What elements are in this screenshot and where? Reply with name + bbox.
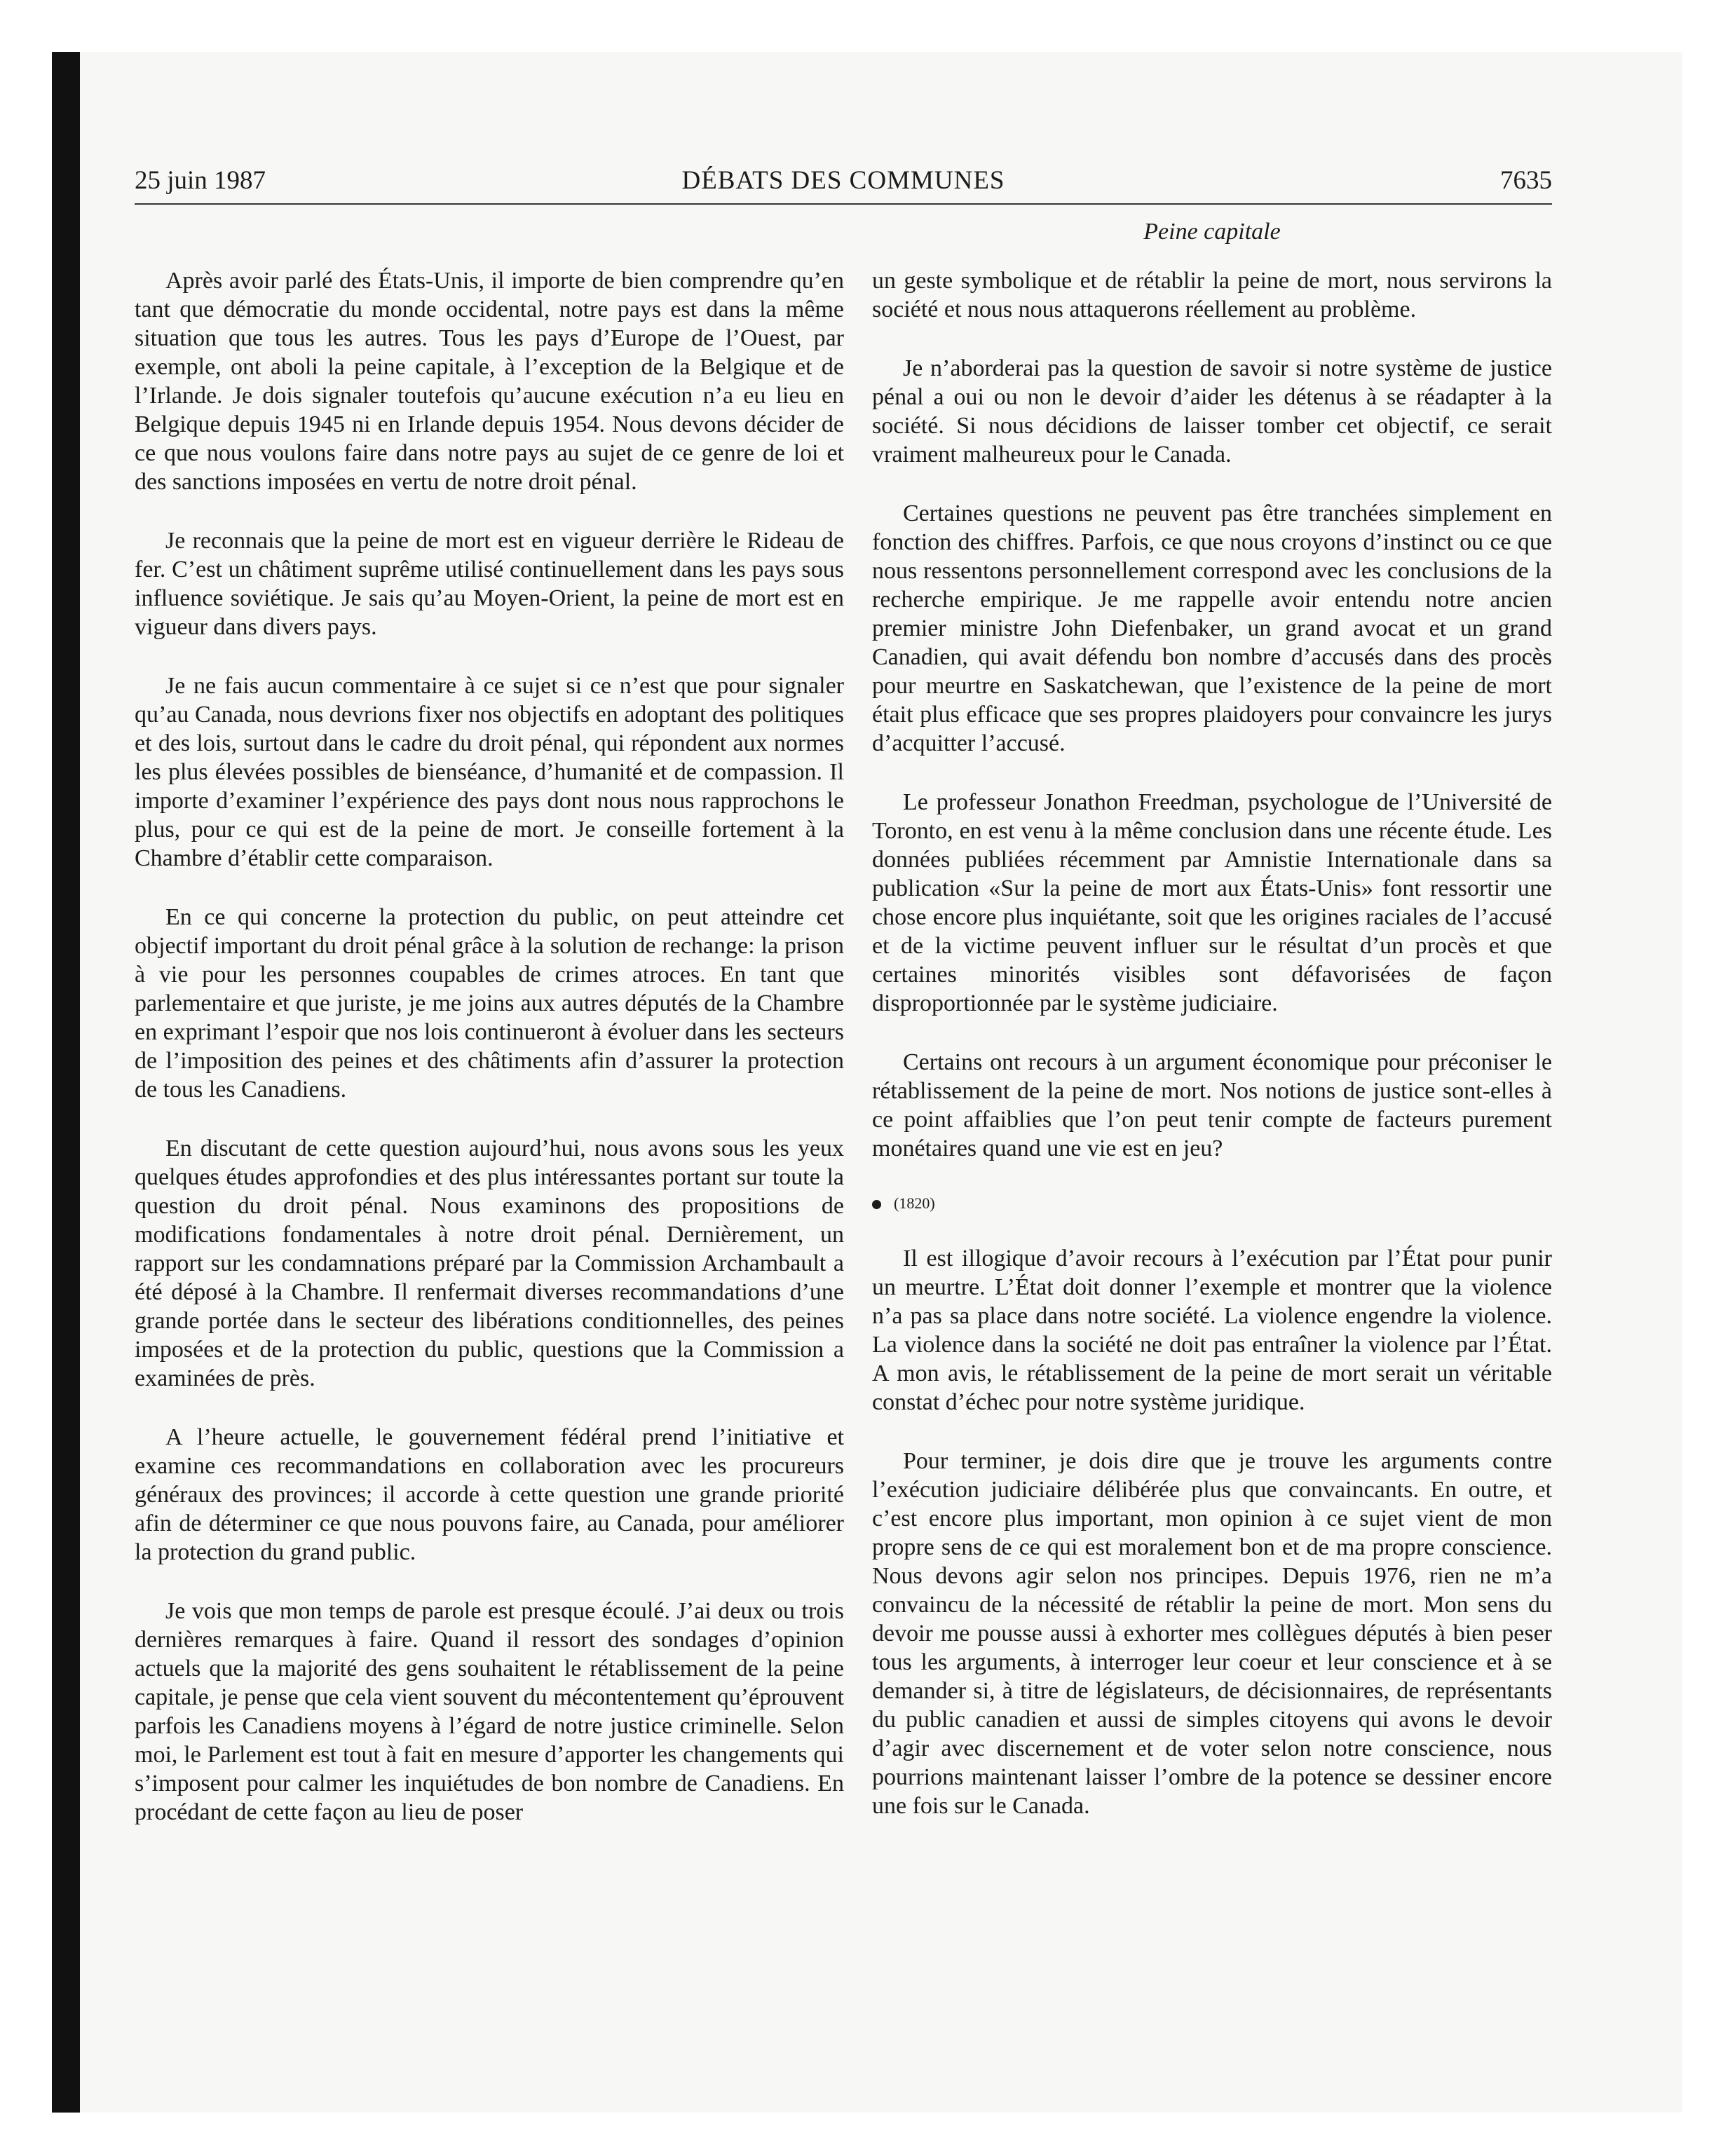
paragraph: En ce qui concerne la protection du public, on peut atteindre cet objectif important du droit pénal grâce à la solution de rechange: la prison à vie pour les personnes coupables de crimes atroces. En tant que parlementaire et que juriste, je me joins aux autres députés de la Chambre en exprimant l’espoir que nos lois continueront à évoluer dans les secteurs de l’imposition des peines et des châtiments afin d’assurer la protection de tous les Canadiens. (135, 904, 844, 1103)
paragraph: Pour terminer, je dois dire que je trouve les arguments contre l’exécution judiciaire délibérée plus que convaincants. En outre, et c’est encore plus important, mon opinion à ce sujet vient de mon propre sens de ce qui est moralement bon et de ma propre conscience. Nous devons agir selon nos principes. Depuis 1976, rien ne m’a convaincu de la nécessité de rétablir la peine de mort. Mon sens du devoir me pousse aussi à exhorter mes collègues députés à bien peser tous les arguments, à interroger leur coeur et leur conscience et à se demander si, à titre de législateurs, de décisionnaires, de représentants du public canadien et aussi de simples citoyens qui avons le devoir d’agir avec discernement et de voter selon notre conscience, nous pourrions maintenant laisser l’ombre de la potence se dessiner encore une fois sur le Canada. (872, 1448, 1552, 1819)
right-column (872, 266, 1552, 1850)
time-marker (872, 1193, 1552, 1214)
header-title: DÉBATS DES COMMUNES (681, 166, 1005, 195)
paragraph: Je n’aborderai pas la question de savoir si notre système de justice pénal a oui ou non le devoir d’aider les détenus à se réadapter à la société. Si nous décidions de laisser tomber cet objectif, ce serait vraiment malheureux pour le Canada. (872, 355, 1552, 468)
paragraph: Certains ont recours à un argument économique pour préconiser le rétablissement de la peine de mort. Nos notions de justice sont-elles à ce point affaiblies que l’on peut tenir compte de facteurs purement monétaires quand une vie est en jeu? (872, 1049, 1552, 1161)
paragraph: Je reconnais que la peine de mort est en vigueur derrière le Rideau de fer. C’est un châtiment suprême utilisé continuellement dans les pays sous influence soviétique. Je sais qu’au Moyen-Orient, la peine de mort est en vigueur dans divers pays. (135, 528, 844, 640)
paragraph: A l’heure actuelle, le gouvernement fédéral prend l’initiative et examine ces recommandations en collaboration avec les procureurs généraux des provinces; il accorde à cette question une grande priorité afin de déterminer ce que nous pouvons faire, au Canada, pour améliorer la protection du grand public. (135, 1424, 844, 1565)
paragraph: Je ne fais aucun commentaire à ce sujet si ce n’est que pour signaler qu’au Canada, nous devrions fixer nos objectifs en adoptant des politiques et des lois, surtout dans le cadre du droit pénal, qui répondent aux normes les plus élevées possibles de bienséance, d’humanité et de compassion. Il importe d’examiner l’expérience des pays dont nous nous rapprochons le plus, pour ce qui est de la peine de mort. Je conseille fortement à la Chambre d’établir cette comparaison. (135, 673, 844, 871)
paragraph: Le professeur Jonathon Freedman, psychologue de l’Université de Toronto, en est venu à la même conclusion dans une récente étude. Les données publiées récemment par Amnistie Internationale dans sa publication «Sur la peine de mort aux États-Unis» font ressortir une chose encore plus inquiétante, soit que les origines raciales de l’accusé et de la victime peuvent influer sur le résultat d’un procès et que certaines minorités visibles sont défavorisées de façon disproportionnée par le système judiciaire. (872, 789, 1552, 1016)
header-date: 25 juin 1987 (135, 166, 266, 195)
header-rule (135, 203, 1552, 205)
paragraph: En discutant de cette question aujourd’hui, nous avons sous les yeux quelques études approfondies et des plus intéressantes portant sur toute la question du droit pénal. Nous examinons des propositions de modifications fondamentales à notre droit pénal. Dernièrement, un rapport sur les condamnations préparé par la Commission Archambault a été déposé à la Chambre. Il renfermait diverses recommandations d’une grande portée dans le secteur des libérations conditionnelles, des peines imposées et de la protection du public, questions que la Commission a examinées de près. (135, 1135, 844, 1391)
paragraph: Certaines questions ne peuvent pas être tranchées simplement en fonction des chiffres. Parfois, ce que nous croyons d’instinct ou ce que nous ressentons personnellement correspond avec les conclusions de la recherche empirique. Je me rappelle avoir entendu notre ancien premier ministre John Diefenbaker, un grand avocat et un grand Canadien, qui avait défendu bon nombre d’accusés dans des procès pour meurtre en Saskatchewan, que l’existence de la peine de mort était plus efficace que ses propres plaidoyers pour convaincre les jurys d’acquitter l’accusé. (872, 500, 1552, 756)
page-header (135, 165, 1552, 205)
paragraph: Après avoir parlé des États-Unis, il importe de bien comprendre qu’en tant que démocratie du monde occidental, notre pays est dans la même situation que tous les autres. Tous les pays d’Europe de l’Ouest, par exemple, ont aboli la peine capitale, à l’exception de la Belgique et de l’Irlande. Je dois signaler toutefois qu’aucune exécution n’a eu lieu en Belgique depuis 1945 ni en Irlande depuis 1954. Nous devons décider de ce que nous voulons faire dans notre pays au sujet de ce genre de loi et des sanctions imposées en vertu de notre droit pénal. (135, 268, 844, 495)
bullet-icon (872, 1200, 881, 1209)
section-title: Peine capitale (1143, 219, 1281, 245)
header-page-number: 7635 (1500, 166, 1552, 195)
paragraph-continuation: un geste symbolique et de rétablir la peine de mort, nous servirons la société et nous nous attaquerons réellement au problème. (872, 268, 1552, 322)
scan-edge-bar (52, 52, 80, 2113)
paragraph: Il est illogique d’avoir recours à l’exécution par l’État pour punir un meurtre. L’État doit donner l’exemple et montrer que la violence n’a pas sa place dans notre société. La violence engendre la violence. La violence dans la société ne doit pas entraîner la violence par l’État. A mon avis, le rétablissement de la peine de mort serait un véritable constat d’échec pour notre système juridique. (872, 1246, 1552, 1415)
paragraph: Je vois que mon temps de parole est presque écoulé. J’ai deux ou trois dernières remarques à faire. Quand il ressort des sondages d’opinion actuels que la majorité des gens souhaitent le rétablissement de la peine capitale, je pense que cela vient souvent du mécontentement qu’éprouvent parfois les Canadiens moyens à l’égard de notre justice criminelle. Selon moi, le Parlement est tout à fait en mesure d’apporter les changements qui s’imposent pour calmer les inquiétudes de bon nombre de Canadiens. En procédant de cette façon au lieu de poser (135, 1598, 844, 1825)
time-marker-label: (1820) (894, 1194, 935, 1212)
left-column (135, 266, 844, 1857)
